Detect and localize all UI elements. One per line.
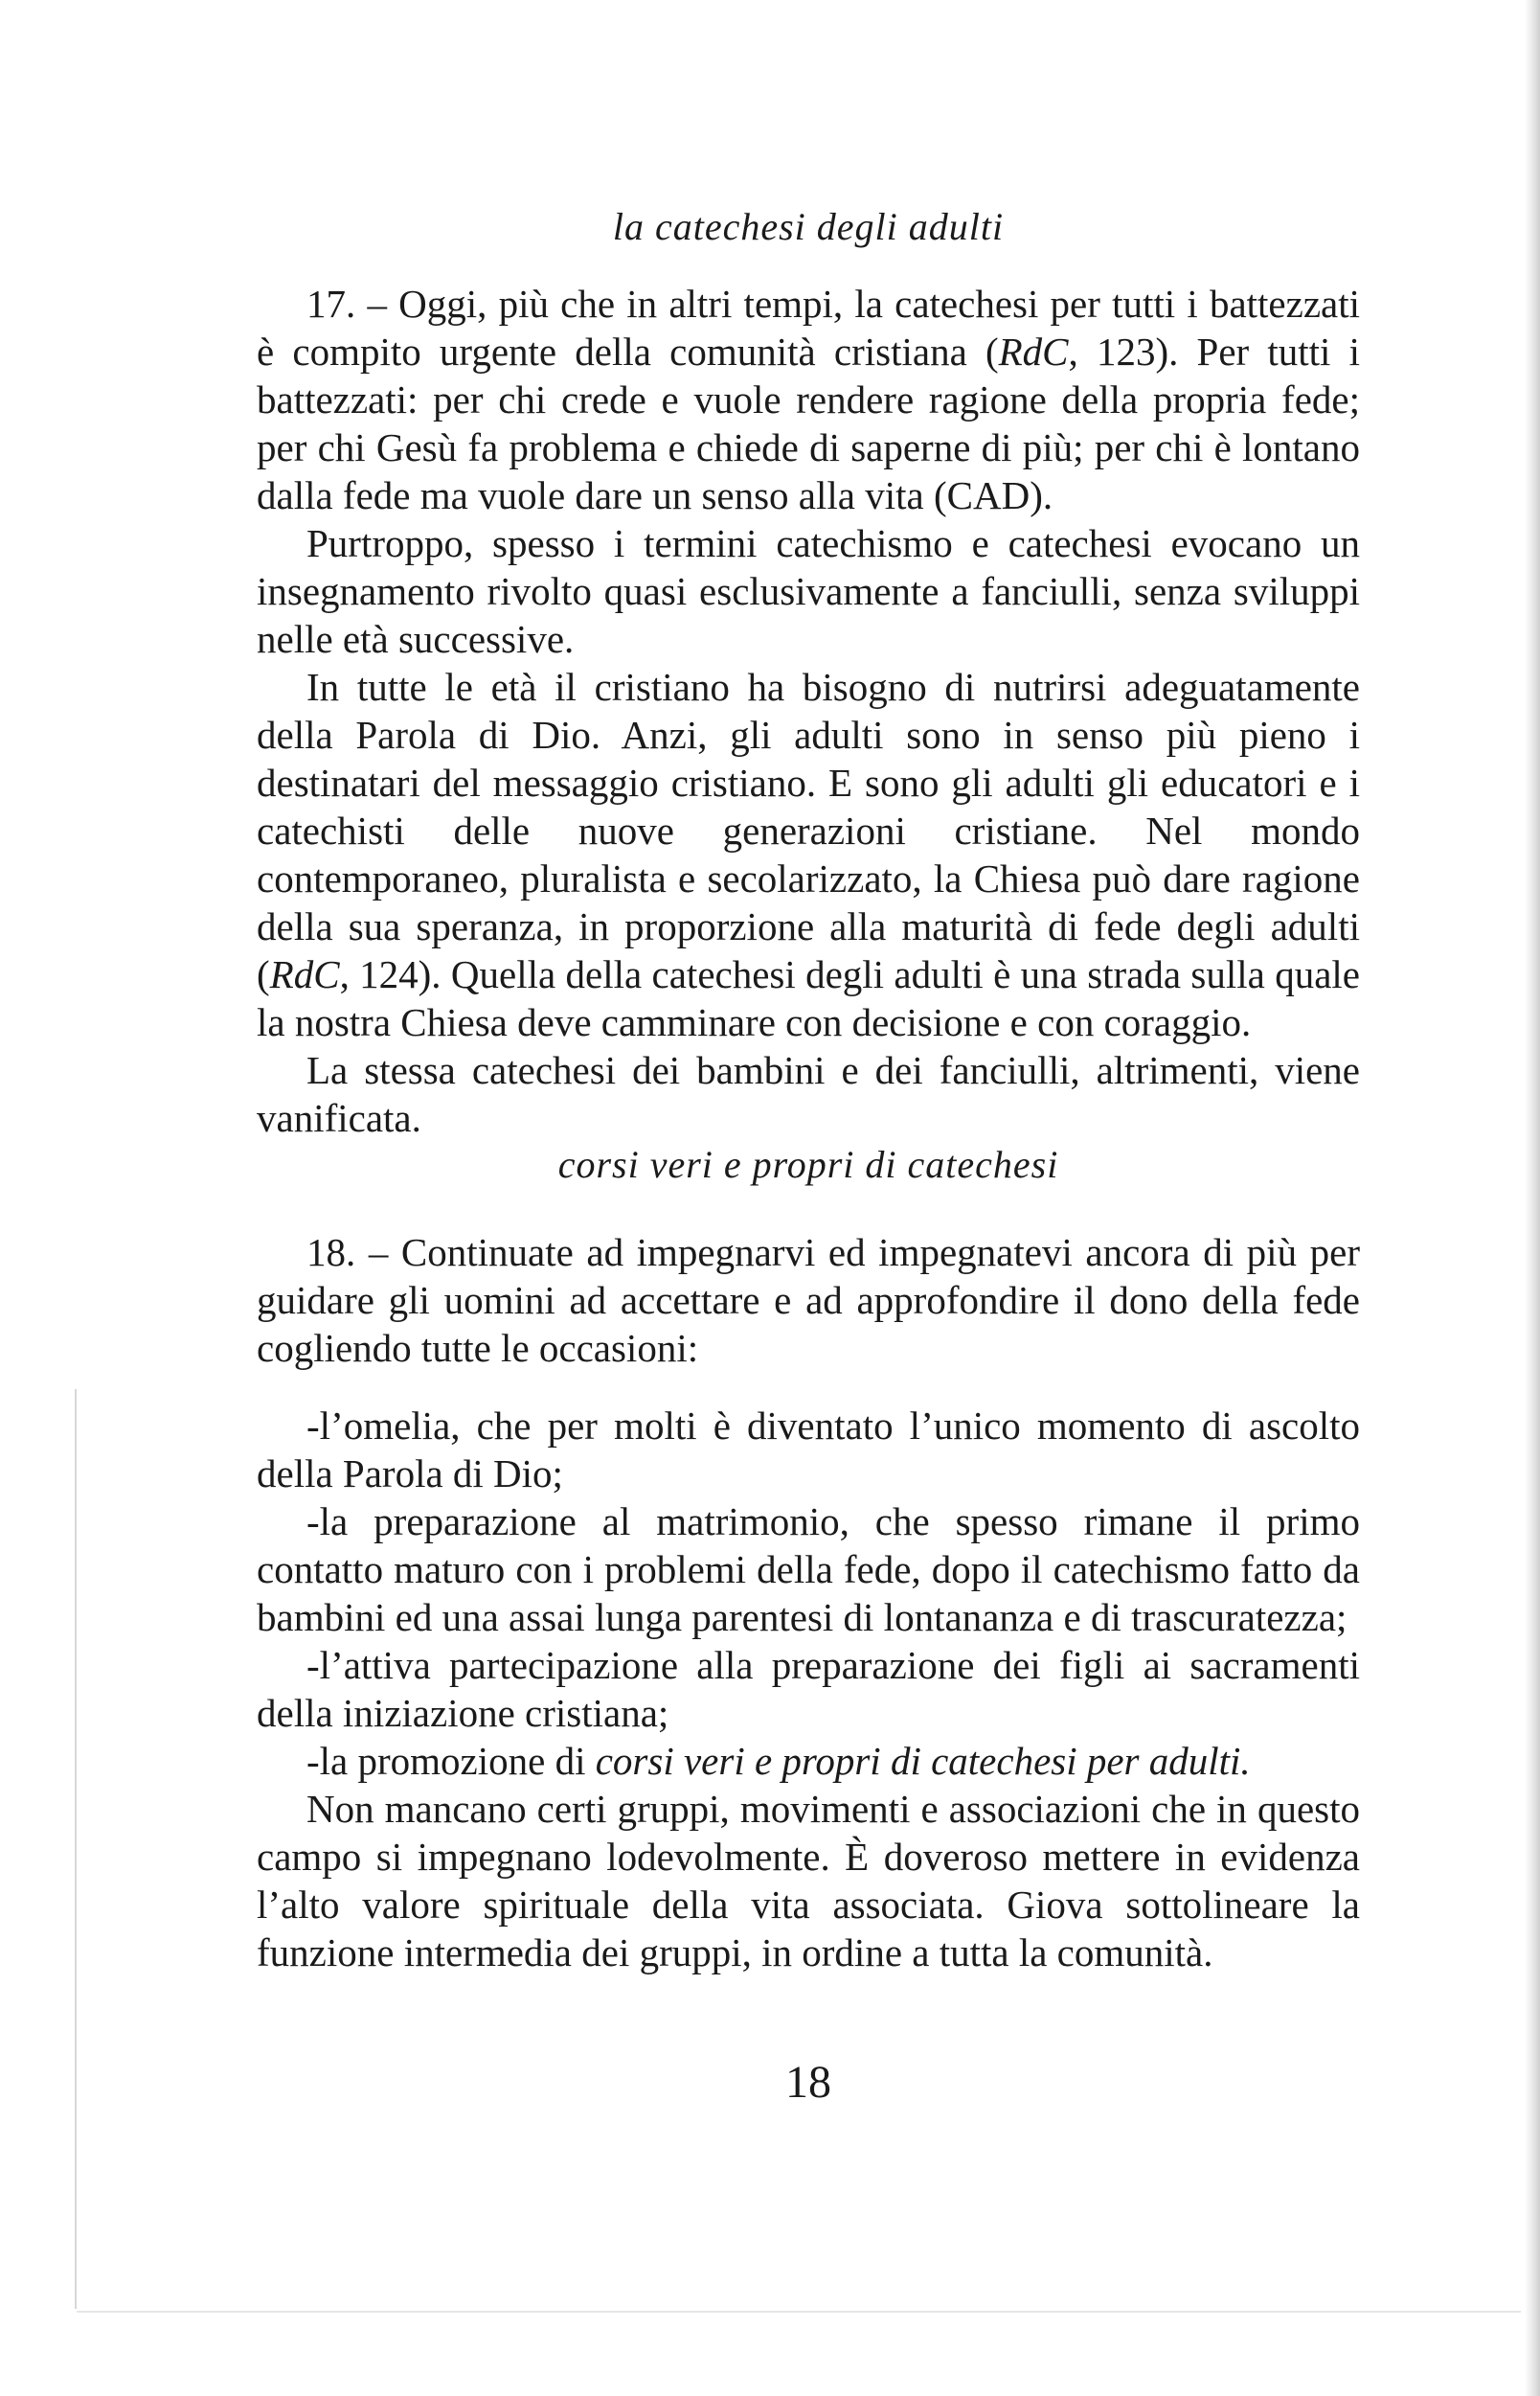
- section-18-intro: [257, 1228, 1360, 1372]
- section-17-body: [257, 280, 1360, 1142]
- paragraph-18-closing: Non mancano certi gruppi, movimenti e associazioni che in questo campo si impegnano lodevolmente. È doveroso mettere in evidenza l’alto valore spirituale della vita associata. Giova sottolineare la funzione intermedia dei gruppi, in ordine a tutta la comunità.: [257, 1787, 1360, 1974]
- section-18-closing: [257, 1785, 1360, 1976]
- paragraph-17-1-text-b: , 123). Per tutti i battezzati: per chi crede e vuole rendere ragione della propria fede; per chi Gesù fa problema e chiede di saperne di più; per chi è lontano dalla fede ma vuole dare un senso alla vita (CAD).: [257, 330, 1361, 517]
- section-heading-adult-catechesis: la catechesi degli adulti: [612, 205, 1005, 248]
- citation-rdc: RdC: [998, 330, 1069, 374]
- citation-rdc: RdC: [269, 952, 340, 996]
- paragraph-18-intro: 18. – Continuate ad impegnarvi ed impegnatevi ancora di più per guidare gli uomini ad accettare e ad approfondire il dono della fede cogliendo tutte le occasioni:: [257, 1230, 1360, 1370]
- list-item-homily: -l’omelia, che per molti è diventato l’unico momento di ascolto della Parola di Dio;: [257, 1403, 1360, 1495]
- paragraph-17-3-text-b: , 124). Quella della catechesi degli adulti è una strada sulla quale la nostra Chiesa deve camminare con decisione e con coraggio.: [257, 952, 1360, 1044]
- list-item-courses-promotion: [257, 1737, 1360, 1785]
- list-item-marriage-preparation: -la preparazione al matrimonio, che spesso rimane il primo contatto maturo con i problemi della fede, dopo il catechismo fatto da bambini ed una assai lunga parentesi di lontananza e di trascuratezza;: [257, 1499, 1360, 1639]
- list-item-sacraments-participation: -l’attiva partecipazione alla preparazione dei figli ai sacramenti della iniziazione cristiana;: [257, 1643, 1360, 1735]
- paragraph-17-2: Purtroppo, spesso i termini catechismo e catechesi evocano un insegnamento rivolto quasi esclusivamente a fanciulli, senza sviluppi nelle età successive.: [257, 521, 1360, 661]
- paragraph-17-4: La stessa catechesi dei bambini e dei fanciulli, altrimenti, viene vanificata.: [257, 1048, 1360, 1140]
- list-item-courses-text: -la promozione di: [306, 1739, 596, 1783]
- paragraph-17-1: [257, 280, 1360, 519]
- paragraph-17-1-text-a: 17. – Oggi, più che in altri tempi, la catechesi per tutti i battezzati è compito urgente della comunità cristiana (: [257, 282, 1360, 374]
- page-bottom-edge: [77, 2311, 1521, 2313]
- section-heading-catechesis-courses: corsi veri e propri di catechesi: [557, 1143, 1059, 1186]
- page-right-edge-shadow: [1525, 0, 1540, 2396]
- page-binding-edge: [75, 1389, 77, 2309]
- paragraph-17-3: [257, 663, 1360, 1046]
- page-number: 18: [785, 2057, 831, 2108]
- list-item-courses-emphasis: corsi veri e propri di catechesi per adulti.: [595, 1739, 1251, 1783]
- occasions-list: [257, 1402, 1360, 1785]
- paragraph-17-3-text-a: In tutte le età il cristiano ha bisogno di nutrirsi adeguatamente della Parola di Dio. Anzi, gli adulti sono in senso più pieno i destinatari del messaggio cristiano. E sono gli adulti gli educatori e i catechisti delle nuove generazioni cristiane. Nel mondo contemporaneo, pluralista e secolarizzato, la Chiesa può dare ragione della sua speranza, in proporzione alla maturità di fede degli adulti (: [257, 665, 1360, 996]
